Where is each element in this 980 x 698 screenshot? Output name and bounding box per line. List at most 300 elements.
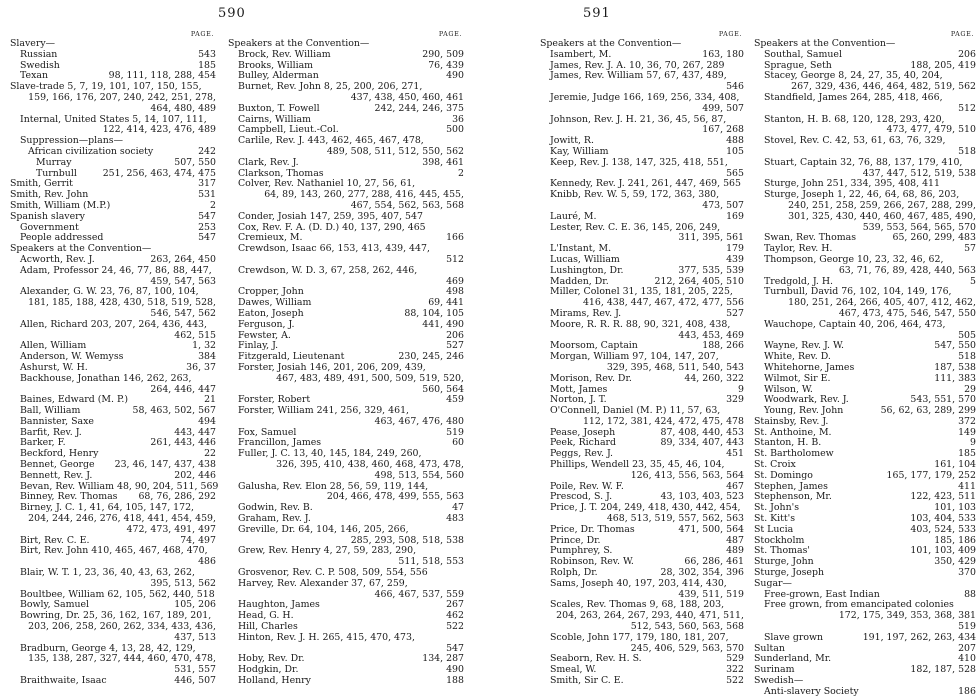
entry-label: Lester, Rev. C. E. 36, 145, 206, 249, [550, 221, 721, 233]
entry-label: Bevan, Rev. William 48, 90, 204, 511, 569 [20, 480, 219, 492]
entry-pages: 167, 268 [702, 124, 744, 136]
entry-pages: 212, 264, 405, 510 [654, 275, 744, 287]
entry-label: Galusha, Rev. Elon 28, 56, 59, 119, 144, [238, 480, 429, 492]
entry-label: Adam, Professor 24, 46, 77, 86, 88, 447, [20, 264, 212, 276]
entry-label: Stanton, H. B. [754, 437, 822, 449]
entry-label: Slavery— [10, 38, 56, 49]
entry-label: Peggs, Rev. J. [550, 448, 613, 460]
entry-pages: 188, 266 [702, 340, 744, 352]
entry-pages: 185, 186 [934, 534, 976, 546]
entry-pages: 191, 197, 262, 263, 434 [862, 631, 976, 643]
entry-label: Stephenson, Mr. [754, 491, 832, 503]
entry-pages: 134, 287 [422, 653, 464, 665]
entry-label: Lauré, M. [550, 210, 597, 222]
entry-pages: 74, 497 [180, 534, 216, 546]
entry-label: Wayne, Rev. J. W. [764, 340, 844, 352]
entry-label: Young, Rev. John [764, 405, 844, 417]
entry-pages: 122, 414, 423, 476, 489 [102, 124, 216, 136]
entry-pages: 437, 513 [174, 631, 216, 643]
entry-pages: 159, 166, 176, 207, 240, 242, 251, 278, [28, 91, 216, 103]
entry-label: Bennet, George [20, 459, 95, 471]
entry-pages: 60 [452, 437, 464, 449]
entry-label: Slave grown [764, 631, 824, 643]
entry-pages: 206 [446, 329, 464, 341]
entry-label: Stuart, Captain 32, 76, 88, 137, 179, 410, [764, 156, 963, 168]
entry-label: Texan [20, 70, 48, 82]
entry-label: Peek, Richard [550, 437, 617, 449]
entry-label: Ashurst, W. H. [20, 361, 88, 373]
entry-label: Smith, Rev. John [10, 189, 89, 201]
entry-pages: 47 [452, 502, 464, 514]
entry-pages: 285, 293, 508, 518, 538 [350, 534, 464, 546]
entry-pages: 105, 206 [174, 599, 216, 611]
entry-label: Barker, F. [20, 437, 66, 449]
index-entry [754, 374, 976, 385]
entry-label: Bowring, Dr. 25, 36, 162, 167, 189, 201, [20, 610, 212, 622]
entry-pages: 441, 490 [422, 318, 464, 330]
entry-pages: 188 [446, 675, 464, 687]
entry-label: Crewdson, Isaac 66, 153, 413, 439, 447, [238, 243, 430, 255]
entry-pages: 23, 46, 147, 437, 438 [114, 459, 216, 471]
entry-pages: 122, 423, 511 [910, 491, 976, 503]
entry-label: Fewster, A. [238, 329, 291, 341]
entry-pages: 384 [198, 351, 216, 363]
entry-pages: 471, 500, 564 [678, 523, 744, 535]
entry-label: Smith, Sir C. E. [550, 675, 624, 687]
entry-pages: 185 [198, 59, 216, 71]
entry-label: James, Rev. J. A. 10, 36, 70, 267, 289 [550, 59, 725, 71]
entry-label: White, Rev. D. [764, 351, 831, 363]
entry-pages: 547 [198, 210, 216, 222]
entry-pages: 395, 513, 562 [150, 577, 216, 589]
entry-pages: 539, 553, 564, 565, 570 [862, 221, 976, 233]
entry-pages: 182, 187, 528 [910, 664, 976, 676]
entry-pages: 87, 408, 440, 453 [660, 426, 744, 438]
entry-label: People addressed [20, 232, 104, 244]
entry-pages: 372 [958, 415, 976, 427]
entry-pages: 186 [958, 685, 976, 697]
entry-label: Birt, Rev. John 410, 465, 467, 468, 470, [20, 545, 208, 557]
entry-pages: 498 [446, 286, 464, 298]
entry-pages: 326, 395, 410, 438, 460, 468, 473, 478, [276, 459, 464, 471]
entry-pages: 473, 507 [702, 199, 744, 211]
entry-label: Smith, William (M.P.) [10, 199, 111, 211]
index-entry [10, 633, 216, 644]
entry-label: Allen, Richard 203, 207, 264, 436, 443, [20, 318, 208, 330]
entry-pages: 204, 244, 246, 276, 418, 441, 454, 459, [28, 513, 216, 525]
index-entry [540, 158, 744, 169]
entry-pages: 311, 395, 561 [678, 232, 744, 244]
entry-pages: 112, 172, 381, 424, 472, 475, 478 [582, 415, 744, 427]
entry-pages: 21 [204, 394, 216, 406]
index-entry [10, 50, 216, 61]
entry-pages: 29 [964, 383, 976, 395]
entry-pages: 500 [446, 124, 464, 136]
entry-label: Grosvenor, Rev. C. P. 508, 509, 554, 556 [238, 567, 428, 579]
entry-pages: 63, 71, 76, 89, 428, 440, 563 [838, 264, 976, 276]
entry-pages: 490 [446, 70, 464, 82]
entry-pages: 519 [958, 621, 976, 633]
entry-pages: 88, 104, 105 [404, 307, 464, 319]
entry-label: Isambert, M. [550, 48, 612, 60]
entry-pages: 111, 383 [934, 372, 976, 384]
entry-label: Fitzgerald, Lieutenant [238, 351, 345, 363]
index-entry [754, 266, 976, 277]
index-entry [228, 104, 464, 115]
entry-label: Sams, Joseph 40, 197, 203, 414, 430, [550, 577, 727, 589]
entry-pages: 531 [198, 189, 216, 201]
entry-label: Burnet, Rev. John 8, 25, 200, 206, 271, [238, 81, 423, 93]
column-header: PAGE. [950, 30, 974, 38]
entry-pages: 36 [452, 113, 464, 125]
entry-label: Prescod, S. J. [550, 491, 613, 503]
entry-label: Government [20, 221, 79, 233]
entry-pages: 322 [726, 664, 744, 676]
entry-label: Thompson, George 10, 23, 32, 46, 62, [764, 253, 944, 265]
entry-pages: 230, 245, 246 [398, 351, 464, 363]
entry-label: Haughton, James [238, 599, 320, 611]
entry-pages: 519 [446, 426, 464, 438]
entry-pages: 403, 524, 533 [910, 523, 976, 535]
entry-pages: 565 [726, 167, 744, 179]
index-entry [228, 212, 464, 223]
entry-label: Phillips, Wendell 23, 35, 45, 46, 104, [550, 459, 725, 471]
entry-label: Colver, Rev. Nathaniel 10, 27, 56, 61, [238, 178, 416, 190]
entry-label: Slave-trade 5, 7, 19, 101, 107, 150, 155, [10, 81, 202, 93]
column-header: PAGE. [718, 30, 742, 38]
entry-label: Spanish slavery [10, 210, 85, 222]
entry-label: Scales, Rev. Thomas 9, 68, 188, 203, [550, 599, 725, 611]
entry-pages: 28, 302, 354, 396 [660, 567, 744, 579]
entry-label: Francillon, James [238, 437, 322, 449]
entry-pages: 527 [446, 340, 464, 352]
entry-label: Stanton, H. B. 68, 120, 128, 293, 420, [764, 113, 945, 125]
entry-label: Knibb, Rev. W. 5, 59, 172, 363, 380, [550, 189, 720, 201]
entry-pages: 76, 439 [428, 59, 464, 71]
entry-pages: 487 [726, 534, 744, 546]
entry-label: Grew, Rev. Henry 4, 27, 59, 283, 290, [238, 545, 417, 557]
entry-label: Pease, Joseph [550, 426, 616, 438]
entry-pages: 505 [958, 329, 976, 341]
entry-label: Speakers at the Convention— [754, 38, 896, 49]
entry-pages: 499, 507 [702, 102, 744, 114]
column-header: PAGE. [438, 30, 462, 38]
entry-label: Poile, Rev. W. F. [550, 480, 624, 492]
entry-pages: 290, 509 [422, 48, 464, 60]
index-entry [228, 676, 464, 687]
entry-label: Taylor, Rev. H. [764, 243, 833, 255]
entry-pages: 202, 446 [174, 469, 216, 481]
entry-label: Speakers at the Convention— [540, 38, 682, 49]
entry-pages: 101, 103, 409 [910, 545, 976, 557]
entry-label: Mirams, Rev. J. [550, 307, 622, 319]
entry-label: Woodwark, Rev. J. [764, 394, 849, 406]
entry-label: Morgan, William 97, 104, 147, 207, [550, 351, 719, 363]
entry-label: Rolph, Dr. [550, 567, 598, 579]
entry-pages: 546, 547, 562 [150, 307, 216, 319]
index-entry [540, 676, 744, 687]
entry-label: Holland, Henry [238, 675, 311, 687]
entry-pages: 105 [726, 145, 744, 157]
entry-pages: 543, 551, 570 [910, 394, 976, 406]
entry-label: Hoby, Rev. Dr. [238, 653, 305, 665]
entry-label: African civilization society [28, 145, 154, 157]
entry-label: Stacey, George 8, 24, 27, 35, 40, 204, [764, 70, 943, 82]
entry-label: Bannister, Saxe [20, 415, 94, 427]
entry-pages: 459 [446, 394, 464, 406]
entry-pages: 207 [958, 642, 976, 654]
entry-pages: 547 [198, 232, 216, 244]
entry-label: Wilson, W. [764, 383, 813, 395]
entry-label: Braithwaite, Isaac [20, 675, 107, 687]
entry-pages: 512, 543, 560, 563, 568 [630, 621, 744, 633]
index-entry [540, 50, 744, 61]
entry-label: Southal, Samuel [764, 48, 842, 60]
entry-label: Johnson, Rev. J. H. 21, 36, 45, 56, 87, [550, 113, 727, 125]
entry-pages: 135, 138, 287, 327, 444, 460, 470, 478, [28, 653, 216, 665]
entry-pages: 547, 550 [934, 340, 976, 352]
entry-label: Greville, Dr. 64, 104, 146, 205, 266, [238, 523, 409, 535]
entry-pages: 65, 260, 299, 483 [892, 232, 976, 244]
entry-label: Clarkson, Thomas [238, 167, 324, 179]
index-entry [540, 71, 744, 82]
index-entry [10, 104, 216, 115]
entry-pages: 253 [198, 221, 216, 233]
entry-label: Speakers at the Convention— [10, 243, 152, 255]
index-entry [754, 633, 976, 644]
index-entry [540, 266, 744, 277]
entry-pages: 437, 447, 512, 519, 538 [862, 167, 976, 179]
entry-pages: 2 [210, 199, 216, 211]
entry-label: Mott, James [550, 383, 608, 395]
entry-label: Swedish— [754, 675, 804, 687]
index-entry [10, 676, 216, 687]
entry-pages: 88 [964, 588, 976, 600]
entry-pages: 57 [964, 243, 976, 255]
entry-pages: 489 [726, 545, 744, 557]
entry-pages: 180, 251, 264, 266, 405, 407, 412, 462, [788, 297, 976, 309]
entry-pages: 518 [958, 145, 976, 157]
index-entry [228, 244, 464, 255]
entry-pages: 489, 508, 511, 512, 550, 562 [326, 145, 464, 157]
entry-pages: 44, 260, 322 [684, 372, 744, 384]
entry-label: Harvey, Rev. Alexander 37, 67, 259, [238, 577, 408, 589]
entry-label: Baines, Edward (M. P.) [20, 394, 129, 406]
entry-label: Clark, Rev. J. [238, 156, 299, 168]
entry-pages: 2 [458, 167, 464, 179]
entry-label: Smith, Gerrit [10, 178, 73, 190]
index-entry [10, 158, 216, 169]
entry-pages: 464, 480, 489 [150, 102, 216, 114]
index-entry [754, 136, 976, 147]
entry-pages: 240, 251, 258, 259, 266, 267, 288, 299, [788, 199, 976, 211]
entry-label: Lucas, William [550, 253, 620, 265]
entry-label: Hodgkin, Dr. [238, 664, 299, 676]
entry-pages: 68, 76, 286, 292 [138, 491, 216, 503]
entry-pages: 264, 446, 447 [150, 383, 216, 395]
entry-label: Turnbull [36, 167, 77, 179]
entry-pages: 518 [958, 351, 976, 363]
entry-label: Barfit, Rev. J. [20, 426, 82, 438]
entry-pages: 522 [446, 621, 464, 633]
entry-label: Tredgold, J. H. [764, 275, 834, 287]
entry-label: Moore, R. R. R. 88, 90, 321, 408, 438, [550, 318, 731, 330]
entry-pages: 188, 205, 419 [910, 59, 976, 71]
entry-label: Madden, Dr. [550, 275, 609, 287]
entry-label: St. Croix [754, 459, 796, 471]
entry-pages: 350, 429 [934, 556, 976, 568]
entry-pages: 169 [726, 210, 744, 222]
entry-pages: 377, 535, 539 [678, 264, 744, 276]
index-entry [540, 374, 744, 385]
entry-label: Godwin, Rev. B. [238, 502, 313, 514]
entry-pages: 101, 103 [934, 502, 976, 514]
entry-label: Bradburn, George 4, 13, 28, 42, 129, [20, 642, 196, 654]
entry-pages: 416, 438, 447, 467, 472, 477, 556 [582, 297, 744, 309]
index-entry [228, 266, 464, 277]
column-header: PAGE. [190, 30, 214, 38]
entry-label: Stainsby, Rev. J. [754, 415, 829, 427]
entry-label: Cropper, John [238, 286, 304, 298]
entry-label: Boultbee, William 62, 105, 562, 440, 518 [20, 588, 215, 600]
index-column [10, 30, 219, 687]
entry-pages: 242, 244, 246, 375 [374, 102, 464, 114]
entry-pages: 490 [446, 664, 464, 676]
entry-pages: 467, 554, 562, 563, 568 [350, 199, 464, 211]
entry-pages: 36, 37 [186, 361, 216, 373]
entry-label: O'Connell, Daniel (M. P.) 11, 57, 63, [550, 405, 721, 417]
entry-pages: 204, 466, 478, 499, 555, 563 [326, 491, 464, 503]
entry-pages: 181, 185, 188, 428, 430, 518, 519, 528, [28, 297, 216, 309]
entry-pages: 166 [446, 232, 464, 244]
index-entry [228, 320, 464, 331]
entry-label: Wilmot, Sir E. [764, 372, 831, 384]
entry-label: Sturge, John [754, 556, 814, 568]
entry-label: Seaborn, Rev. H. S. [550, 653, 642, 665]
entry-pages: 466, 467, 537, 559 [374, 588, 464, 600]
entry-label: Cremieux, M. [238, 232, 303, 244]
entry-label: Beckford, Henry [20, 448, 99, 460]
entry-pages: 206 [958, 48, 976, 60]
entry-pages: 529 [726, 653, 744, 665]
entry-pages: 58, 463, 502, 567 [132, 405, 216, 417]
entry-pages: 486 [198, 556, 216, 568]
index-column [540, 30, 744, 687]
entry-label: Finlay, J. [238, 340, 279, 352]
entry-pages: 43, 103, 403, 523 [660, 491, 744, 503]
entry-label: Jeremie, Judge 166, 169, 256, 334, 408, [550, 91, 740, 103]
entry-label: Buxton, T. Fowell [238, 102, 320, 114]
entry-label: Stephen, James [754, 480, 828, 492]
entry-label: Cairns, William [238, 113, 311, 125]
entry-pages: 267 [446, 599, 464, 611]
index-entry [540, 104, 744, 115]
entry-pages: 242 [198, 145, 216, 157]
entry-label: Sturge, Joseph 1, 22, 46, 64, 68, 86, 203, [764, 189, 960, 201]
entry-label: St. John's [754, 502, 800, 514]
entry-pages: 163, 180 [702, 48, 744, 60]
entry-label: Backhouse, Jonathan 146, 262, 263, [20, 372, 192, 384]
entry-pages: 469 [446, 275, 464, 287]
entry-pages: 267, 329, 436, 446, 464, 482, 519, 562 [791, 81, 976, 93]
entry-pages: 543 [198, 48, 216, 60]
index-column [754, 30, 976, 698]
index-entry [754, 93, 976, 104]
entry-label: Forster, William 241, 256, 329, 461, [238, 405, 410, 417]
entry-pages: 439 [726, 253, 744, 265]
entry-label: St. Domingo [754, 469, 813, 481]
entry-label: Stockholm [754, 534, 805, 546]
entry-pages: 5 [970, 275, 976, 287]
entry-pages: 370 [958, 567, 976, 579]
entry-label: Swedish [20, 59, 60, 71]
entry-pages: 511, 518, 553 [398, 556, 464, 568]
index-entry [754, 320, 976, 331]
entry-label: Cox, Rev. F. A. (D. D.) 40, 137, 290, 465 [238, 221, 426, 233]
entry-label: Sturge, John 251, 334, 395, 408, 411 [764, 178, 940, 190]
right-page [530, 0, 980, 697]
entry-pages: 459, 547, 563 [150, 275, 216, 287]
entry-label: Russian [20, 48, 58, 60]
entry-label: Crewdson, W. D. 3, 67, 258, 262, 446, [238, 264, 418, 276]
entry-pages: 439, 511, 519 [678, 588, 744, 600]
entry-pages: 467, 473, 475, 546, 547, 550 [838, 307, 976, 319]
entry-pages: 446, 507 [174, 675, 216, 687]
entry-pages: 245, 406, 529, 563, 570 [630, 642, 744, 654]
entry-pages: 317 [198, 178, 216, 190]
entry-label: Murray [36, 156, 72, 168]
entry-pages: 410 [958, 653, 976, 665]
index-entry [10, 212, 216, 223]
entry-pages: 187, 538 [934, 361, 976, 373]
entry-pages: 9 [970, 437, 976, 449]
entry-label: Fox, Samuel [238, 426, 297, 438]
entry-pages: 512 [958, 102, 976, 114]
entry-label: Kennedy, Rev. J. 241, 261, 447, 469, 565 [550, 178, 741, 190]
entry-label: Blair, W. T. 1, 23, 36, 40, 43, 63, 262, [20, 567, 195, 579]
entry-pages: 443, 447 [174, 426, 216, 438]
entry-label: Forster, Robert [238, 394, 311, 406]
entry-pages: 89, 334, 407, 443 [660, 437, 744, 449]
entry-pages: 98, 111, 118, 288, 454 [108, 70, 216, 82]
entry-pages: 301, 325, 430, 440, 460, 467, 485, 490, [788, 210, 976, 222]
left-page [0, 0, 470, 687]
entry-label: Keep, Rev. J. 138, 147, 325, 418, 551, [550, 156, 728, 168]
entry-label: Hill, Charles [238, 621, 298, 633]
entry-pages: 462 [446, 610, 464, 622]
index-column [228, 30, 464, 687]
entry-label: Carlile, Rev. J. 443, 462, 465, 467, 478, [238, 135, 424, 147]
entry-label: Price, Dr. Thomas [550, 523, 635, 535]
entry-label: Forster, Josiah 146, 201, 206, 209, 439, [238, 361, 426, 373]
entry-label: Wauchope, Captain 40, 206, 464, 473, [764, 318, 946, 330]
entry-pages: 64, 89, 143, 260, 277, 288, 416, 445, 455, [264, 189, 464, 201]
index-entry [754, 50, 976, 61]
entry-label: Smeal, W. [550, 664, 597, 676]
entry-pages: 437, 438, 450, 460, 461 [350, 91, 464, 103]
entry-label: Free grown, from emancipated colonies [764, 599, 954, 611]
entry-label: Hinton, Rev. J. H. 265, 415, 470, 473, [238, 631, 415, 643]
index-entry [10, 546, 216, 557]
index-entry [228, 50, 464, 61]
entry-pages: 411 [958, 480, 976, 492]
entry-label: Surinam [754, 664, 795, 676]
entry-pages: 261, 443, 446 [150, 437, 216, 449]
entry-pages: 483 [446, 513, 464, 525]
entry-label: Stovel, Rev. C. 42, 53, 61, 63, 76, 329, [764, 135, 946, 147]
entry-pages: 463, 467, 476, 480 [374, 415, 464, 427]
entry-pages: 329, 395, 468, 511, 540, 543 [606, 361, 744, 373]
